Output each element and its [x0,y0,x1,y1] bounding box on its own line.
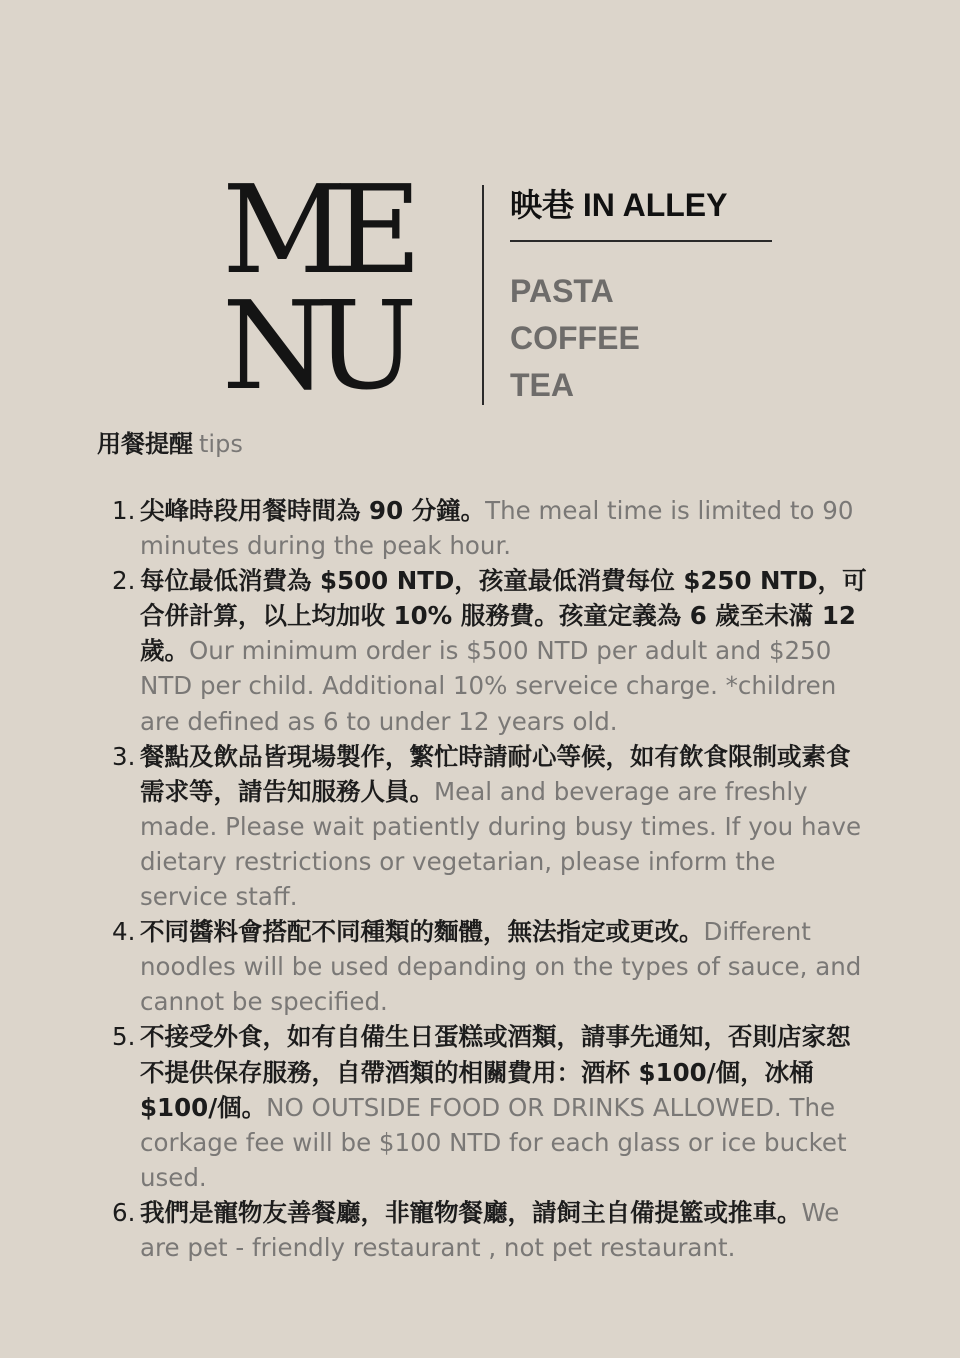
tip-text-zh: 不接受外食，如有自備生日蛋糕或酒類，請事先通知，否則店家恕不提供保存服務，自帶酒類的相關費用：酒杯 $100/個，冰桶 $100/個。 [140,1022,851,1122]
tip-number: 2. [112,566,136,596]
category-tea: TEA [510,367,574,403]
tips-heading-en: tips [199,430,243,458]
tip-item [112,1019,868,1194]
category-list [510,268,640,409]
tip-item [112,914,868,1019]
tip-item [112,563,868,738]
tip-text-en: The meal time is limited to 90 minutes during the peak hour. [140,496,854,561]
tip-text-zh: 每位最低消費為 $500 NTD，孩童最低消費每位 $250 NTD，可合併計算，以上均加收 10% 服務費。孩童定義為 6 歲至未滿 12 歲。 [140,566,867,666]
tip-text-en: Different noodles will be used depanding on the types of sauce, and cannot be specified. [140,917,862,1017]
menu-title-line1: ME [222,159,408,301]
brand-name: 映巷 IN ALLEY [510,187,728,223]
category-coffee: COFFEE [510,320,640,356]
tip-text-zh: 尖峰時段用餐時間為 90 分鐘。 [140,496,486,525]
tip-number: 5. [112,1022,136,1052]
tip-text-en: NO OUTSIDE FOOD OR DRINKS ALLOWED. The corkage fee will be $100 NTD for each glass or ice bucket used. [140,1092,847,1192]
tip-item [112,739,868,914]
tip-text-en: We are pet - friendly restaurant , not pet restaurant. [140,1197,840,1262]
tip-number: 6. [112,1197,136,1227]
menu-title [222,159,452,417]
tip-item [112,1195,868,1265]
tip-text-en: Our minimum order is $500 NTD per adult and $250 NTD per child. Additional 10% serveice charge. *children are defined as 6 to under 12 years old. [140,636,837,736]
tip-number: 3. [112,741,136,771]
tip-text-zh: 不同醬料會搭配不同種類的麵體，無法指定或更改。 [140,917,704,947]
tips-heading [97,424,243,459]
category-pasta: PASTA [510,273,614,309]
tip-number: 4. [112,917,136,947]
horizontal-divider [510,240,772,242]
tips-heading-zh: 用餐提醒 [97,430,193,458]
tips-list [112,493,868,1265]
tip-text-zh: 我們是寵物友善餐廳，非寵物餐廳，請飼主自備提籃或推車。 [140,1197,802,1227]
tip-text-en: Meal and beverage are freshly made. Please wait patiently during busy times. If you have dietary restrictions or vegetarian, please inform the service staff. [140,776,862,912]
menu-title-line2: NU [222,275,404,417]
tip-item [112,493,868,563]
vertical-divider [482,185,484,405]
tip-number: 1. [112,496,136,525]
tip-text-zh: 餐點及飲品皆現場製作，繁忙時請耐心等候，如有飲食限制或素食需求等，請告知服務人員。 [140,741,851,806]
